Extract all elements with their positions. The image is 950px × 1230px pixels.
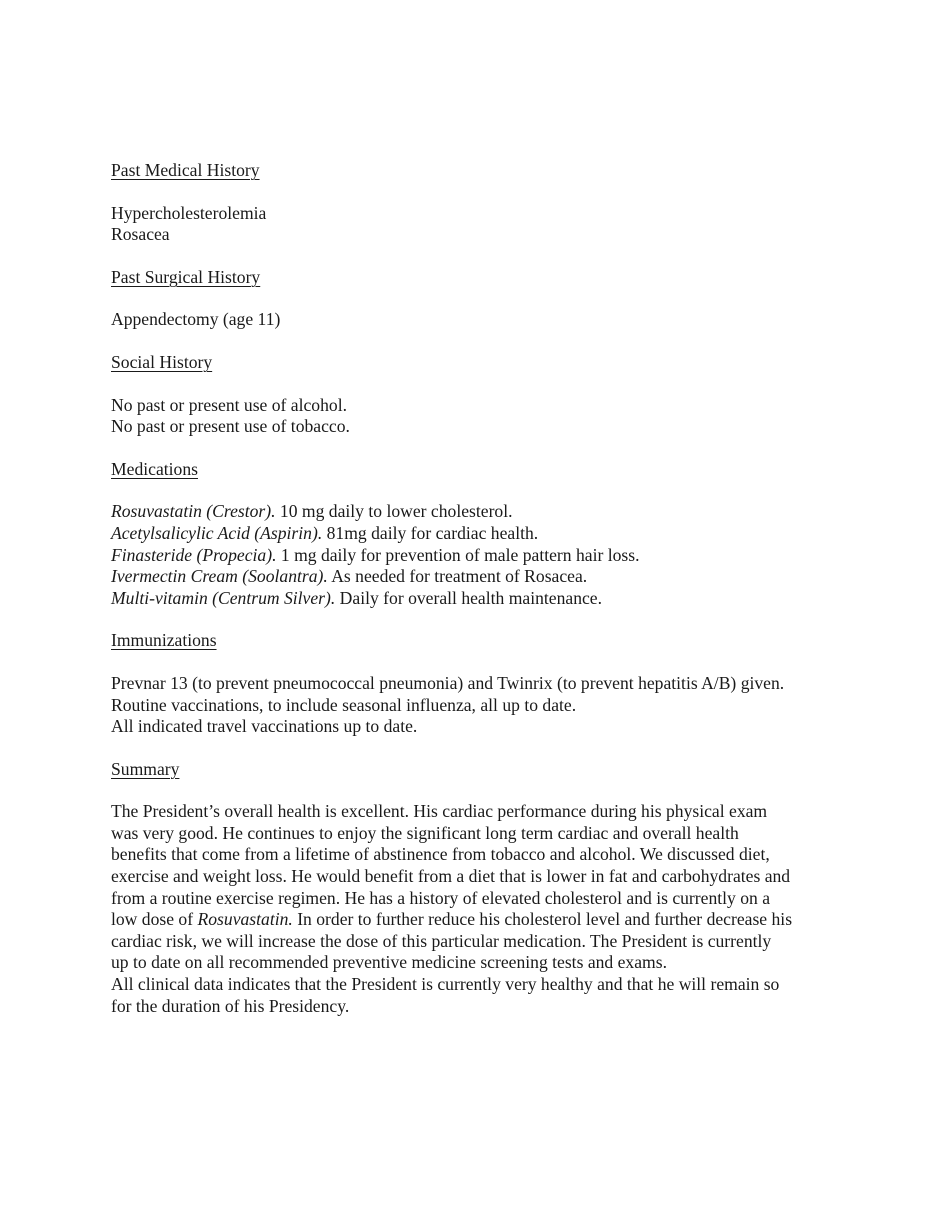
medication-item — [111, 501, 871, 523]
section-past-medical-history — [111, 160, 871, 246]
immunization-item: All indicated travel vaccinations up to date. — [111, 716, 418, 737]
section-body — [111, 673, 871, 738]
medication-item — [111, 588, 871, 610]
section-body — [111, 501, 871, 609]
section-past-surgical-history — [111, 267, 871, 331]
section-body — [111, 395, 871, 438]
section-body — [111, 309, 871, 331]
history-item: Rosacea — [111, 224, 170, 245]
immunization-item: Prevnar 13 (to prevent pneumococcal pneumonia) and Twinrix (to prevent hepatitis A/B) given. — [111, 672, 785, 693]
history-item: No past or present use of alcohol. — [111, 394, 347, 415]
medication-name: Finasteride (Propecia). — [111, 544, 277, 565]
summary-drug-name: Rosuvastatin. — [197, 909, 293, 930]
summary-line: for the duration of his Presidency. — [111, 995, 350, 1016]
section-body — [111, 203, 871, 246]
section-social-history — [111, 352, 871, 438]
medication-detail: 10 mg daily to lower cholesterol. — [275, 501, 513, 522]
section-summary — [111, 759, 871, 1018]
medication-name: Rosuvastatin (Crestor). — [111, 501, 276, 522]
summary-line: exercise and weight loss. He would benefit from a diet that is lower in fat and carbohydrates and — [111, 866, 791, 887]
section-heading: Past Surgical History — [111, 266, 261, 287]
section-immunizations — [111, 630, 871, 737]
medication-detail: As needed for treatment of Rosacea. — [327, 566, 588, 587]
summary-line: up to date on all recommended preventive medicine screening tests and exams. — [111, 952, 667, 973]
history-item: Appendectomy (age 11) — [111, 309, 281, 330]
summary-text: low dose of — [111, 909, 198, 930]
history-item: No past or present use of tobacco. — [111, 416, 350, 437]
summary-line: benefits that come from a lifetime of abstinence from tobacco and alcohol. We discussed diet, — [111, 844, 770, 865]
summary-line: The President’s overall health is excellent. His cardiac performance during his physical exam — [111, 801, 768, 822]
section-heading: Social History — [111, 351, 213, 372]
summary-line: was very good. He continues to enjoy the significant long term cardiac and overall health — [111, 822, 739, 843]
medication-item — [111, 523, 871, 545]
summary-line: All clinical data indicates that the President is currently very healthy and that he will remain so — [111, 974, 780, 995]
medication-item — [111, 566, 871, 588]
section-heading: Immunizations — [111, 630, 217, 651]
document-page — [111, 160, 871, 1017]
history-item: Hypercholesterolemia — [111, 202, 267, 223]
medication-detail: Daily for overall health maintenance. — [335, 587, 603, 608]
summary-line — [111, 909, 871, 931]
medication-name: Acetylsalicylic Acid (Aspirin). — [111, 522, 323, 543]
medication-item — [111, 545, 871, 567]
medication-name: Multi-vitamin (Centrum Silver). — [111, 587, 336, 608]
summary-paragraph — [111, 801, 871, 1017]
immunization-item: Routine vaccinations, to include seasonal influenza, all up to date. — [111, 694, 577, 715]
section-heading: Medications — [111, 458, 198, 479]
summary-line: cardiac risk, we will increase the dose of this particular medication. The President is currently — [111, 930, 772, 951]
medication-detail: 1 mg daily for prevention of male pattern hair loss. — [276, 544, 640, 565]
section-medications — [111, 459, 871, 610]
medication-name: Ivermectin Cream (Soolantra). — [111, 566, 328, 587]
summary-text: In order to further reduce his cholesterol level and further decrease his — [292, 909, 793, 930]
medication-detail: 81mg daily for cardiac health. — [322, 522, 539, 543]
section-heading: Past Medical History — [111, 160, 260, 180]
summary-line: from a routine exercise regimen. He has a history of elevated cholesterol and is currently on a — [111, 887, 771, 908]
section-heading: Summary — [111, 758, 180, 779]
